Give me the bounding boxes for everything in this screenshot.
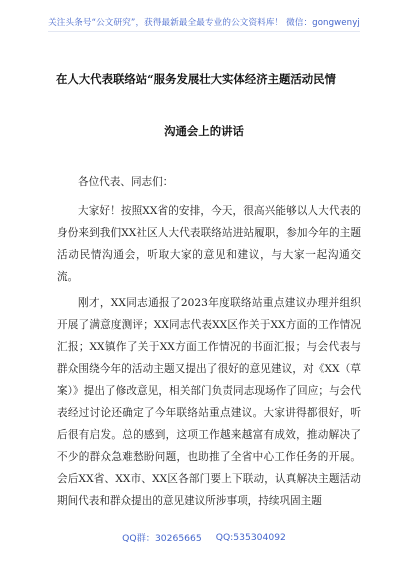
salutation: 各位代表、同志们： (78, 176, 174, 188)
document-body (57, 171, 361, 516)
header-banner (0, 0, 408, 48)
paragraph-2: 刚才，XX同志通报了2023年度联络站重点建议办理并组织开展了满意度测评；XX同志代表XX区作关于XX方面的工作情况汇报；XX镇作了关于XX方面工作情况的书面汇报；与会代表与群众围绕今年的活动主题又提出了很好的意见建议，对《XX（草案）》提出了修改意见，相关部门负责同志现场作了回应；与会代表经过讨论还确定了今年联络站重点建议。大家讲得都很好，听后很有启发。总的感到，这项工作越来越富有成效，推动解决了不少的群众急难愁盼问题，也助推了全省中心工作任务的开展。会后XX省、XX市、XX区各部门要上下联动，认真解决主题活动期间代表和群众提出的意见建议所涉事项，持续巩固主题 (57, 297, 361, 507)
footer-contact (0, 527, 408, 547)
paragraph-1: 大家好！按照XX省的安排，今天，很高兴能够以人大代表的身份来到我们XX社区人大代表联络站进站履职，参加今年的主题活动民情沟通会，听取大家的意见和建议，与大家一起沟通交流。 (57, 205, 361, 283)
document-title-line2: 沟通会上的讲话 (164, 124, 244, 138)
footer-qq: QQ:535304092 (215, 531, 286, 543)
footer-qq-group: QQ群：30265665 (122, 533, 202, 544)
document-title-line1: 在人大代表联络站“服务发展壮大实体经济主题活动民情 (56, 72, 336, 86)
banner-text: 关注头条号“公文研究”，获得最新最全最专业的公文资料库！ 微信：gongwenyj (48, 16, 360, 32)
